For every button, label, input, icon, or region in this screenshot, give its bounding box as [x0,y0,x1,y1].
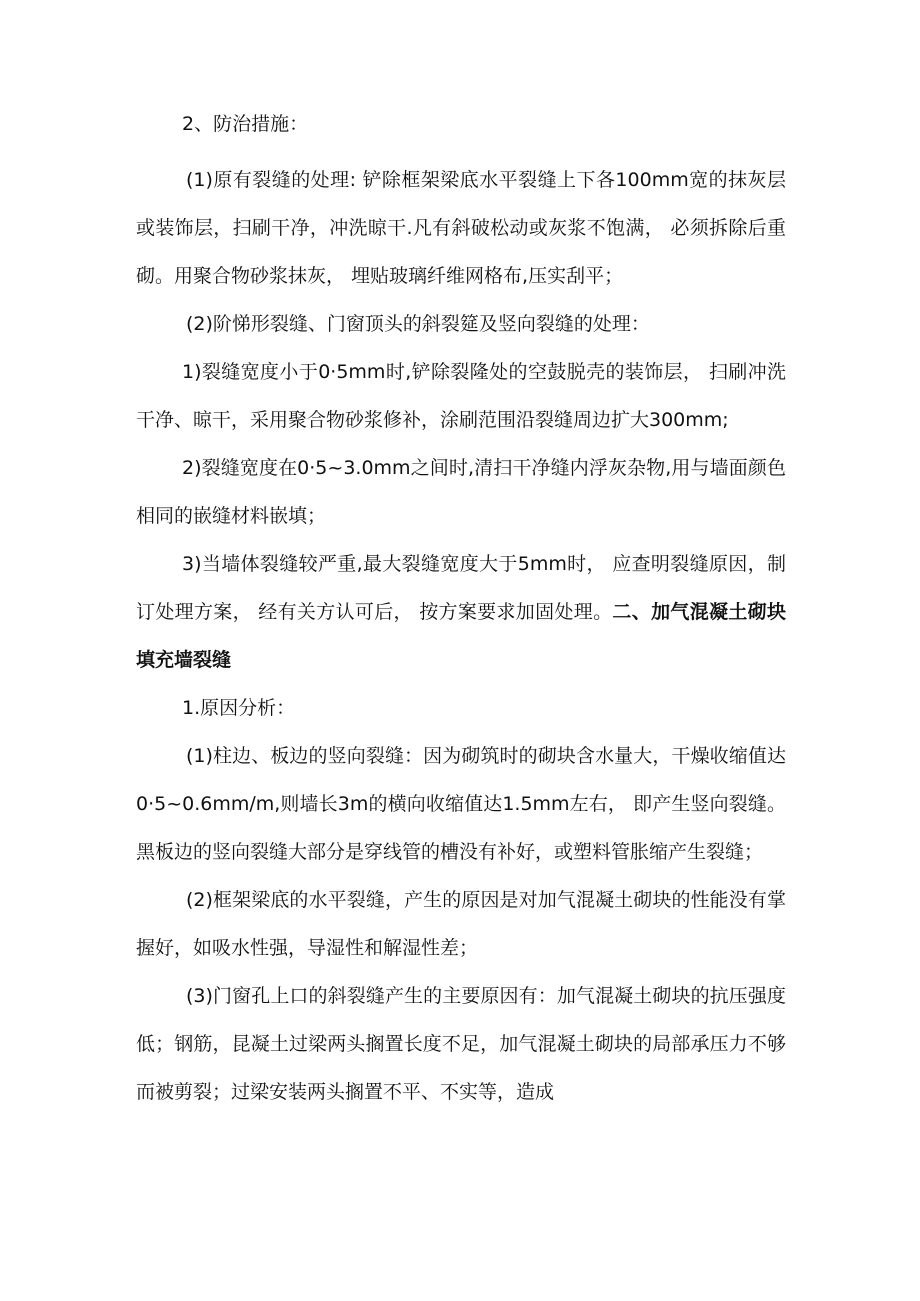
paragraph-cause-analysis-heading: 1.原因分析： [182,697,296,719]
paragraph-vertical-crack-cause: (1)柱边、板边的竖向裂缝：因为砌筑时的砌块含水量大，干燥收缩值达0·5~0.6mm∕m,则墙长3m的横向收缩值达1.5mm左右， 即产生竖向裂缝。黑板边的竖向裂缝大部分是穿线管的槽没有补好，或塑料管胀缩产生裂缝； [136,745,786,863]
paragraph-crack-width-under-0-5mm: 1)裂缝宽度小于0·5mm时,铲除裂隆处的空鼓脱壳的装饰层， 扫刷冲洗干净、晾干，采用聚合物砂浆修补，涂刷范围沿裂缝周边扩大300mm; [136,361,786,431]
paragraph-crack-width-0-5-to-3mm: 2)裂缝宽度在0·5~3.0mm之间时,清扫干净缝内浮灰杂物,用与墙面颜色相同的嵌缝材料嵌填； [136,457,786,527]
section-heading: 2、防治措施： [182,113,309,135]
severe-crack-text: 3)当墙体裂缝较严重,最大裂缝宽度大于5mm时， 应查明裂缝原因，制订处理方案， 经有关方认可后， 按方案要求加固处理。 [136,553,786,623]
paragraph-diagonal-crack-cause: (3)门窗孔上口的斜裂缝产生的主要原因有：加气混凝土砌块的抗压强度低；钢筋，昆凝土过梁两头搁置长度不足，加气混凝土砌块的局部承压力不够而被剪裂；过梁安装两头搁置不平、不实等，造成 [136,985,786,1103]
paragraph-horizontal-crack-cause: (2)框架梁底的水平裂缝，产生的原因是对加气混凝土砌块的性能没有掌握好，如吸水性强，导湿性和解湿性差； [136,889,786,959]
paragraph-existing-crack-treatment: (1)原有裂缝的处理: 铲除框架梁底水平裂缝上下各100mm宽的抹灰层或装饰层，扫刷干净，冲洗晾干.凡有斜破松动或灰浆不饱满， 必须拆除后重砌。用聚合物砂浆抹灰， 埋贴玻璃纤维网格布,压实刮平； [136,169,786,287]
paragraph-stepped-crack-treatment: (2)阶悌形裂缝、门窗顶头的斜裂筵及竖向裂缝的处理： [186,313,650,335]
section-two-heading: 二、加气混凝土砌块填充墙裂缝 [136,601,786,671]
paragraph-severe-crack [136,540,786,684]
document-body [136,100,786,1116]
